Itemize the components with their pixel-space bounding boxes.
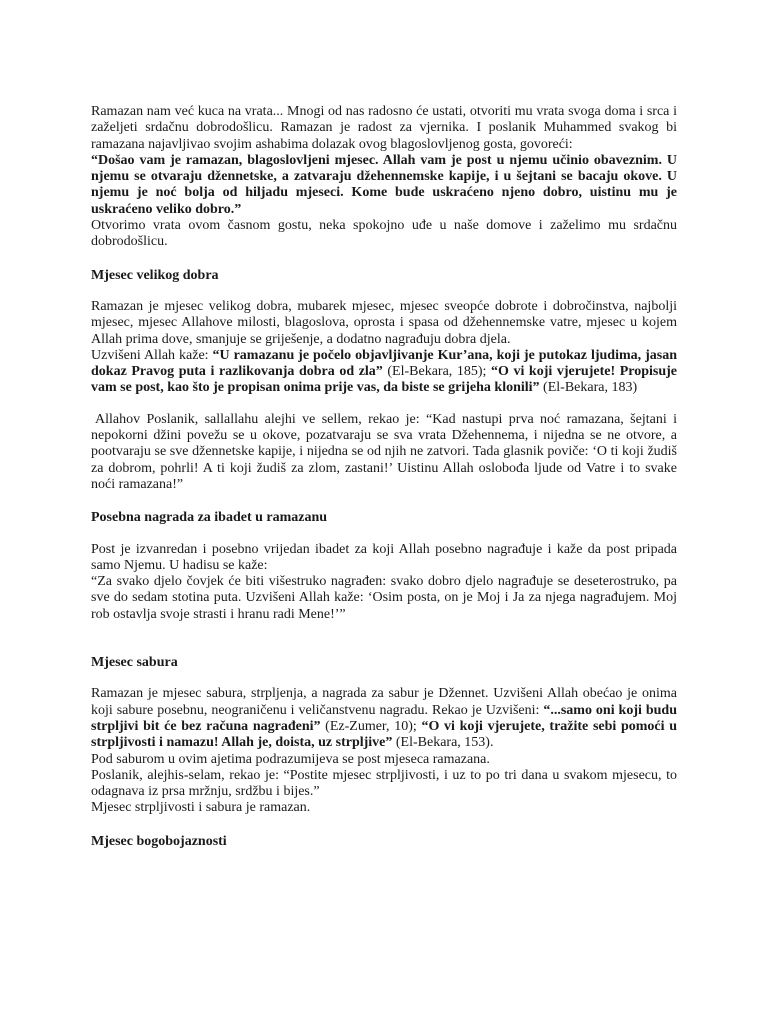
quran-quote-153: “O vi koji vjerujete, tražite sebi pomoći u strpljivosti i namazu! Allah je, doista, uz strpljive” — [91, 718, 677, 751]
sabur-meaning-paragraph: Pod saburom u ovim ajetima podrazumijeva se post mjeseca ramazana. — [91, 751, 490, 767]
welcome-paragraph: Otvorimo vrata ovom časnom gostu, neka spokojno uđe u naše domove i zaželimo mu srdačnu dobrodošlicu. — [91, 218, 677, 250]
heading-posebna-nagrada: Posebna nagrada za ibadet u ramazanu — [91, 510, 328, 526]
quran-quote-185: “U ramazanu je počelo objavljivanje Kur’ana, koji je putokaz ljudima, jasan dokaz Pravog puta i razlikovanja dobra od zla” — [91, 347, 677, 380]
quran-quote-paragraph — [91, 348, 677, 397]
reference-183: (El-Bekara, 183) — [539, 380, 638, 396]
quran-quote-183: “O vi koji vjerujete! Propisuje vam se post, kao što je propisan onima prije vas, da biste se grijeha klonili” — [91, 364, 677, 396]
heading-mjesec-bogobojaznosti: Mjesec bogobojaznosti — [91, 833, 227, 849]
document-page — [91, 104, 677, 850]
heading-mjesec-velikog-dobra: Mjesec velikog dobra — [91, 267, 219, 283]
reference-185: (El-Bekara, 185); — [382, 364, 491, 380]
reference-ez-zumer: (Ez-Zumer, 10); — [320, 718, 422, 734]
reference-153: (El-Bekara, 153). — [392, 735, 494, 751]
quran-quote-ez-zumer: “...samo oni koji budu strpljivi bit će bez računa nagrađeni” — [91, 702, 677, 734]
sabur-paragraph — [91, 686, 677, 751]
great-good-paragraph: Ramazan je mjesec velikog dobra, mubarek mjesec, mjesec sveopće dobrote i dobročinstva, najbolji mjesec, mjesec Allahove milosti, blagoslova, oprosta i spasa od džehennemske vatre, mjesec u kojem Allah prima dove, smanjuje se griješenje, a dodatno nagrađuju dobra djela. — [91, 298, 677, 347]
quote-intro: Uzvišeni Allah kaže: — [91, 347, 213, 363]
heading-mjesec-sabura: Mjesec sabura — [91, 655, 178, 671]
sabur-conclusion: Mjesec strpljivosti i sabura je ramazan. — [91, 800, 311, 816]
fasting-reward-paragraph: Post je izvanredan i posebno vrijedan ibadet za koji Allah posebno nagrađuje i kaže da post pripada samo Njemu. U hadisu se kaže: — [91, 541, 677, 573]
sabur-text: Ramazan je mjesec sabura, strpljenja, a nagrada za sabur je Džennet. Uzvišeni Allah obećao je onima koji sabure posebnu, neograničenu i veličanstvenu nagradu. Rekao je Uzvišeni: — [91, 686, 677, 718]
intro-paragraph: Ramazan nam već kuca na vrata... Mnogi od nas radosno će ustati, otvoriti mu vrata svoga doma i srca i zaželjeti srdačnu dobrodošlicu. Ramazan je radost za vjernika. I poslanik Muhammed svakog bi ramazana najavljivao svojim ashabima dolazak ovog blagoslovljenog gosta, govoreći: — [91, 104, 677, 152]
hadith-reward-paragraph: “Za svako djelo čovjek će biti višestruko nagrađen: svako dobro djelo nagrađuje se deseterostruko, pa sve do sedam stotina puta. Uzvišeni Allah kaže: ‘Osim posta, on je Moj i Ja za njega nagrađujem. Moj rob ostavlja svoje strasti i hranu radi Mene!’” — [91, 574, 677, 622]
poslanik-sabur-paragraph: Poslanik, alejhis-selam, rekao je: “Postite mjesec strpljivosti, i uz to po tri dana u svakom mjesecu, to odagnava iz prsa mržnju, srdžbu i bijes.” — [91, 767, 677, 800]
hadith-quote: “Došao vam je ramazan, blagoslovljeni mjesec. Allah vam je post u njemu učinio obaveznim. U njemu se otvaraju džennetske, a zatvaraju džehennemske kapije, i u šejtani se bacaju okove. U njemu je noć bolja od hiljadu mjeseci. Kome bude uskraćeno njeno dobro, uistinu mu je uskraćeno veliko dobro.” — [91, 152, 677, 217]
poslanik-hadith-paragraph: Allahov Poslanik, sallallahu alejhi ve sellem, rekao je: “Kad nastupi prva noć ramazana, šejtani i nepokorni džini povežu se u okove, pozatvaraju se sva vrata Džehennema, i nijedna se ne otvore, a pootvaraju se sve džennetske kapije, i nijedna se od njih ne zatvori. Tada glasnik poviče: ‘O ti koji žudiš za dobrom, pohrli! A ti koji žudiš za zlom, zastani!’ Uistinu Allah oslobođa ljude od Vatre i to svake noći ramazana!” — [91, 411, 677, 492]
